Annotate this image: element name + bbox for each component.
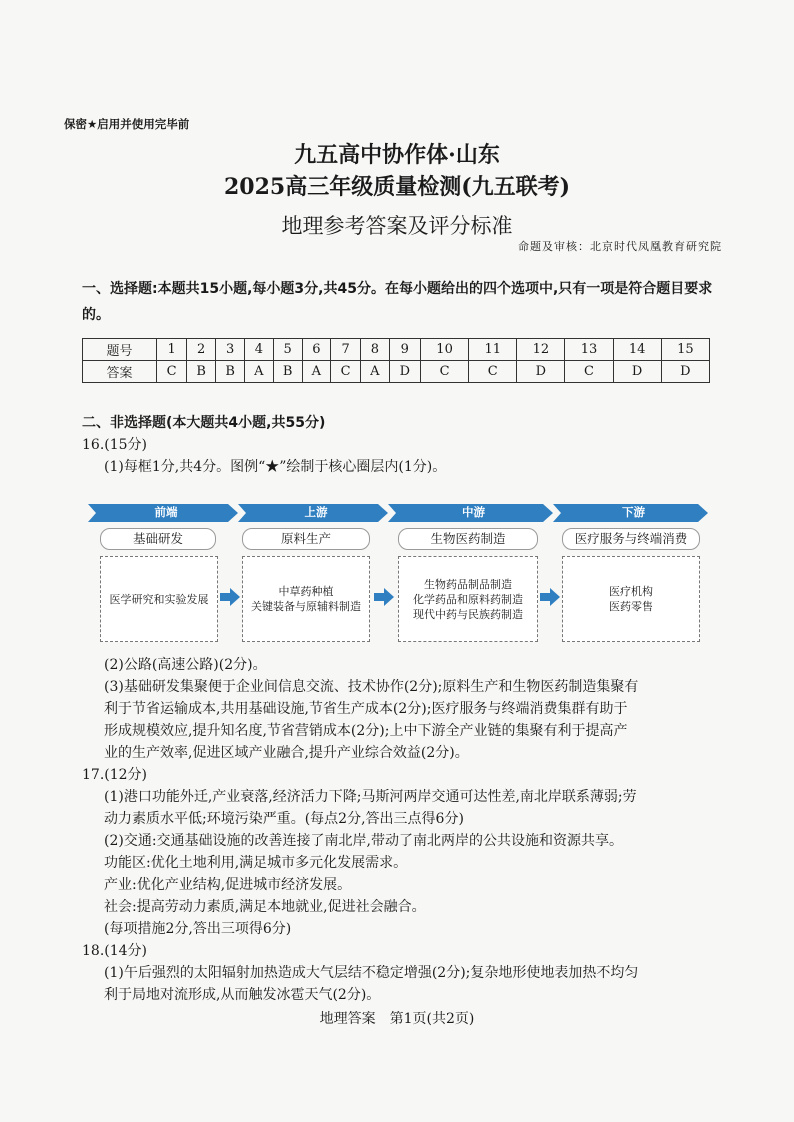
q17-answer1-line2: 动力素质水平低;环境污染严重。(每点2分,答出三点得6分) [104, 811, 464, 827]
question-number-cell: 11 [469, 339, 517, 361]
question-number-cell: 15 [661, 339, 709, 361]
table-row-answers [83, 361, 710, 383]
question-number-cell: 1 [157, 339, 187, 361]
q16-answer3-line2: 利于节省运输成本,共用基础设施,节省生产成本(2分);医疗服务与终端消费集群有助于 [104, 701, 628, 717]
question-number-cell: 5 [273, 339, 302, 361]
q16-answer2: (2)公路(高速公路)(2分)。 [104, 657, 267, 673]
answer-cell: C [421, 361, 469, 383]
box-downstream-line1: 医疗机构 [609, 585, 653, 598]
row-label: 答案 [83, 361, 157, 383]
answer-cell: A [302, 361, 331, 383]
title-line3: 地理参考答案及评分标准 [281, 214, 513, 238]
pill-basic-research: 基础研发 [100, 528, 216, 550]
question-number-cell: 3 [216, 339, 245, 361]
q17-answer1-line1: (1)港口功能外迁,产业衰落,经济活力下降;马斯河两岸交通可达性差,南北岸联系薄弱;劳 [104, 789, 637, 805]
box-upstream-line2: 关键装备与原辅料制造 [251, 600, 361, 613]
question-number-cell: 7 [331, 339, 361, 361]
answer-cell: D [389, 361, 420, 383]
pill-bio-manufacturing: 生物医药制造 [398, 528, 538, 550]
answer-cell: B [187, 361, 216, 383]
stage-label-midstream: 中游 [462, 505, 485, 519]
box-midstream [398, 556, 538, 642]
question-number-cell: 4 [245, 339, 274, 361]
answer-cell: B [216, 361, 245, 383]
q17-number: 17.(12分) [82, 767, 148, 783]
q17-answer2-line3: 产业:优化产业结构,促进城市经济发展。 [104, 877, 352, 893]
box-upstream [242, 556, 370, 642]
section1-heading: 一、选择题:本题共15小题,每小题3分,共45分。在每小题给出的四个选项中,只有一项是符合题目要求的。 [82, 281, 713, 323]
question-number-cell: 2 [187, 339, 216, 361]
q16-answer3-line4: 业的生产效率,促进区域产业融合,提升产业综合效益(2分)。 [104, 745, 469, 761]
box-midstream-line3: 现代中药与民族药制造 [413, 607, 523, 621]
box-front-line: 医学研究和实验发展 [109, 592, 209, 606]
answer-cell: C [469, 361, 517, 383]
pill-medical-service: 医疗服务与终端消费 [562, 528, 700, 550]
confidential-note: 保密★启用并使用完毕前 [64, 117, 190, 131]
box-front [100, 556, 218, 642]
pill-raw-material: 原料生产 [242, 528, 370, 550]
q16-answer3-line3: 形成规模效应,提升知名度,节省营销成本(2分);上中下游全产业链的集聚有利于提高产 [104, 723, 628, 739]
q18-answer1-line2: 利于局地对流形成,从而触发冰雹天气(2分)。 [104, 987, 381, 1003]
title-line1: 九五高中协作体·山东 [294, 142, 500, 168]
box-midstream-line2: 化学药品和原料药制造 [413, 592, 523, 606]
question-number-cell: 9 [389, 339, 420, 361]
stage-label-front: 前端 [154, 505, 178, 519]
question-number-cell: 13 [565, 339, 613, 361]
q16-answer3-line1: (3)基础研发集聚便于企业间信息交流、技术协作(2分);原料生产和生物医药制造集聚有 [104, 679, 639, 695]
title-line2: 2025高三年级质量检测(九五联考) [223, 174, 571, 200]
question-number-cell: 8 [361, 339, 390, 361]
section2-heading: 二、非选择题(本大题共4小题,共55分) [82, 415, 326, 431]
q17-answer2-line4: 社会:提高劳动力素质,满足本地就业,促进社会融合。 [104, 899, 426, 915]
table-row-numbers [83, 339, 710, 361]
q18-answer1-line1: (1)午后强烈的太阳辐射加热造成大气层结不稳定增强(2分);复杂地形使地表加热不均匀 [104, 965, 639, 981]
q16-number: 16.(15分) [82, 437, 148, 453]
answer-cell: B [273, 361, 302, 383]
row-label: 题号 [83, 339, 157, 361]
answer-cell: C [331, 361, 361, 383]
page-footer: 地理答案 第1页(共2页) [319, 1011, 475, 1027]
question-number-cell: 14 [613, 339, 661, 361]
box-midstream-line1: 生物药品制品制造 [424, 577, 512, 591]
question-number-cell: 6 [302, 339, 331, 361]
box-downstream-line2: 医药零售 [609, 600, 653, 613]
author-note: 命题及审核：北京时代凤凰教育研究院 [518, 240, 722, 253]
answer-cell: A [245, 361, 274, 383]
answer-cell: C [565, 361, 613, 383]
question-number-cell: 10 [421, 339, 469, 361]
answer-cell: C [157, 361, 187, 383]
box-downstream [562, 556, 700, 642]
q17-answer2-line2: 功能区:优化土地利用,满足城市多元化发展需求。 [104, 855, 408, 871]
q17-answer2-line5: (每项措施2分,答出三项得6分) [104, 921, 292, 937]
answer-table [82, 338, 710, 383]
box-upstream-line1: 中草药种植 [278, 585, 334, 598]
answer-cell: D [517, 361, 565, 383]
question-number-cell: 12 [517, 339, 565, 361]
answer-cell: D [613, 361, 661, 383]
answer-cell: A [361, 361, 390, 383]
q17-answer2-line1: (2)交通:交通基础设施的改善连接了南北岸,带动了南北两岸的公共设施和资源共享。 [104, 833, 623, 849]
stage-label-upstream: 上游 [304, 505, 328, 519]
q18-number: 18.(14分) [82, 943, 148, 959]
stage-label-downstream: 下游 [622, 505, 645, 519]
q16-answer1: (1)每框1分,共4分。图例“★”绘制于核心圈层内(1分)。 [104, 459, 447, 475]
answer-cell: D [661, 361, 709, 383]
